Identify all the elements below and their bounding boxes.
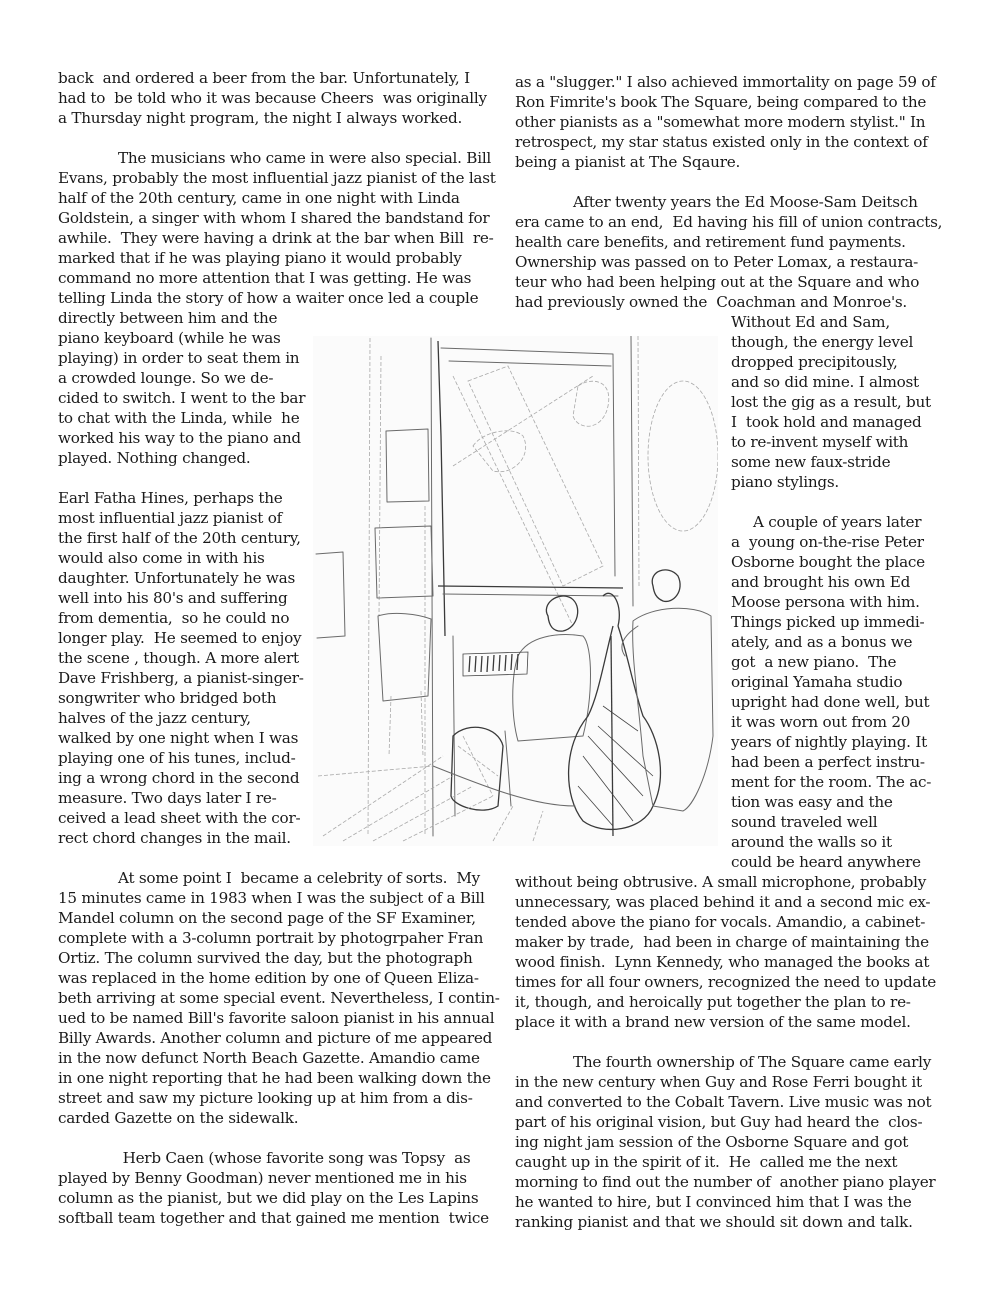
- text-line: daughter. Unfortunately he was: [58, 569, 296, 587]
- drum-detail: [458, 736, 498, 796]
- bass-strings: [611, 636, 613, 836]
- frame-line: [631, 336, 633, 606]
- text-line: lost the gig as a result, but: [731, 393, 931, 411]
- text-line: Goldstein, a singer with whom I shared the bandstand for: [58, 209, 490, 227]
- text-line: had previously owned the Coachman and Monroe's.: [515, 293, 907, 311]
- text-line: marked that if he was playing piano it would probably: [58, 249, 462, 267]
- text-line: telling Linda the story of how a waiter once led a couple: [58, 289, 479, 307]
- text-line: column as the pianist, but we did play on the Les Lapins: [58, 1189, 479, 1207]
- piano-keys: [469, 654, 518, 672]
- text-line: played. Nothing changed.: [58, 449, 251, 467]
- upright-bass: [569, 626, 661, 829]
- text-line: was replaced in the home edition by one of Queen Eliza-: [58, 969, 479, 987]
- text-line: upright had done well, but: [731, 693, 930, 711]
- text-line: a young on-the-rise Peter: [731, 533, 924, 551]
- reflection-line: [453, 376, 573, 626]
- text-line: A couple of years later: [753, 513, 922, 531]
- text-line: back and ordered a beer from the bar. Unfortunately, I: [58, 69, 470, 87]
- text-line: well into his 80's and suffering: [58, 589, 288, 607]
- text-line: it, though, and heroically put together the plan to re-: [515, 993, 911, 1011]
- text-line: At some point I became a celebrity of sorts. My: [118, 869, 480, 887]
- text-line: being a pianist at The Sqaure.: [515, 153, 741, 171]
- text-line: Without Ed and Sam,: [731, 313, 890, 331]
- text-line: teur who had been helping out at the Square and who: [515, 273, 920, 291]
- text-line: Mandel column on the second page of the SF Examiner,: [58, 909, 476, 927]
- text-line: softball team together and that gained me mention twice: [58, 1209, 489, 1227]
- text-line: Ron Fimrite's book The Square, being compared to the: [515, 93, 927, 111]
- text-line: would also come in with his: [58, 549, 265, 567]
- text-line: years of nightly playing. It: [731, 733, 927, 751]
- text-line: health care benefits, and retirement fund payments.: [515, 233, 906, 251]
- round-mirror: [648, 381, 718, 531]
- wall-line: [379, 356, 381, 616]
- text-line: got a new piano. The: [731, 653, 897, 671]
- text-line: ing night jam session of the Osborne Square and got: [515, 1133, 909, 1151]
- reflection-line: [453, 376, 593, 466]
- text-line: played by Benny Goodman) never mentioned me in his: [58, 1169, 467, 1187]
- text-line: in the now defunct North Beach Gazette. Amandio came: [58, 1049, 480, 1067]
- text-line: piano stylings.: [731, 473, 839, 491]
- text-line: Herb Caen (whose favorite song was Topsy as: [118, 1149, 471, 1167]
- reflection-bass: [468, 366, 603, 586]
- frame-line: [449, 361, 611, 366]
- text-line: ately, and as a bonus we: [731, 633, 913, 651]
- text-line: and converted to the Cobalt Tavern. Live music was not: [515, 1093, 932, 1111]
- text-line: directly between him and the: [58, 309, 278, 327]
- bassist-arm: [622, 626, 638, 656]
- text-line: Ownership was passed on to Peter Lomax, a restaura-: [515, 253, 919, 271]
- text-line: unnecessary, was placed behind it and a second mic ex-: [515, 893, 931, 911]
- text-line: worked his way to the piano and: [58, 429, 301, 447]
- reflection-shape: [573, 381, 609, 426]
- text-line: it was worn out from 20: [731, 713, 911, 731]
- text-line: maker by trade, had been in charge of maintaining the: [515, 933, 929, 951]
- text-line: in one night reporting that he had been walking down the: [58, 1069, 491, 1087]
- text-line: 15 minutes came in 1983 when I was the subject of a Bill: [58, 889, 485, 907]
- text-line: rect chord changes in the mail.: [58, 829, 291, 847]
- cabinet: [375, 526, 433, 598]
- text-line: wood finish. Lynn Kennedy, who managed the books at: [515, 953, 930, 971]
- text-line: a crowded lounge. So we de-: [58, 369, 274, 387]
- text-line: Ortiz. The column survived the day, but the photograph: [58, 949, 473, 967]
- text-line: and brought his own Ed: [731, 573, 911, 591]
- bassist-body: [633, 608, 713, 811]
- wall-picture: [386, 429, 429, 502]
- text-line: without being obtrusive. A small microphone, probably: [515, 873, 927, 891]
- piano-top: [443, 594, 618, 596]
- text-line: original Yamaha studio: [731, 673, 903, 691]
- pianist-head: [546, 596, 577, 631]
- text-line: ued to be named Bill's favorite saloon pianist in his annual: [58, 1009, 495, 1027]
- text-line: the first half of the 20th century,: [58, 529, 301, 547]
- text-line: beth arriving at some special event. Nevertheless, I contin-: [58, 989, 500, 1007]
- text-line: playing) in order to seat them in: [58, 349, 300, 367]
- bass-shading: [578, 706, 653, 826]
- text-line: songwriter who bridged both: [58, 689, 277, 707]
- text-line: around the walls so it: [731, 833, 892, 851]
- sketch-illustration: [313, 336, 718, 846]
- chair-back: [378, 613, 431, 701]
- frame-line: [638, 336, 639, 586]
- text-line: he wanted to hire, but I convinced him that I was the: [515, 1193, 912, 1211]
- bassist-head: [652, 570, 680, 602]
- text-line: caught up in the spirit of it. He called me the next: [515, 1153, 898, 1171]
- text-line: awhile. They were having a drink at the bar when Bill re-: [58, 229, 494, 247]
- text-line: had been a perfect instru-: [731, 753, 925, 771]
- text-line: dropped precipitously,: [731, 353, 898, 371]
- text-line: halves of the jazz century,: [58, 709, 251, 727]
- pianist-body: [513, 635, 591, 741]
- frame-line: [438, 341, 445, 636]
- piano-top: [438, 586, 623, 588]
- text-line: times for all four owners, recognized the need to update: [515, 973, 936, 991]
- text-line: After twenty years the Ed Moose-Sam Deitsch: [573, 193, 918, 211]
- text-line: tended above the piano for vocals. Amandio, a cabinet-: [515, 913, 926, 931]
- text-line: I took hold and managed: [731, 413, 922, 431]
- text-line: street and saw my picture looking up at him from a dis-: [58, 1089, 473, 1107]
- text-line: other pianists as a "somewhat more modern stylist." In: [515, 113, 926, 131]
- piano-side: [453, 636, 455, 816]
- text-line: ceived a lead sheet with the cor-: [58, 809, 301, 827]
- left-object: [316, 552, 345, 638]
- text-line: ment for the room. The ac-: [731, 773, 932, 791]
- text-line: from dementia, so he could no: [58, 609, 290, 627]
- text-line: The musicians who came in were also special. Bill: [118, 149, 492, 167]
- chair-legs: [389, 691, 423, 756]
- bass-scroll: [603, 593, 619, 626]
- text-line: Osborne bought the place: [731, 553, 925, 571]
- text-line: part of his original vision, but Guy had heard the clos-: [515, 1113, 923, 1131]
- text-line: half of the 20th century, came in one night with Linda: [58, 189, 460, 207]
- text-line: to re-invent myself with: [731, 433, 909, 451]
- text-line: retrospect, my star status existed only in the context of: [515, 133, 928, 151]
- text-line: longer play. He seemed to enjoy: [58, 629, 302, 647]
- frame-line: [441, 348, 615, 576]
- text-line: though, the energy level: [731, 333, 914, 351]
- text-line: in the new century when Guy and Rose Ferri bought it: [515, 1073, 922, 1091]
- text-line: walked by one night when I was: [58, 729, 299, 747]
- text-line: Evans, probably the most influential jazz pianist of the last: [58, 169, 496, 187]
- text-line: had to be told who it was because Cheers was originally: [58, 89, 487, 107]
- text-line: to chat with the Linda, while he: [58, 409, 300, 427]
- text-line: morning to find out the number of another piano player: [515, 1173, 936, 1191]
- text-line: some new faux-stride: [731, 453, 891, 471]
- text-line: could be heard anywhere: [731, 853, 921, 871]
- reflection-shape: [473, 431, 526, 472]
- text-line: ing a wrong chord in the second: [58, 769, 300, 787]
- text-line: ranking pianist and that we should sit down and talk.: [515, 1213, 913, 1231]
- text-line: Dave Frishberg, a pianist-singer-: [58, 669, 304, 687]
- wall-line: [368, 338, 370, 836]
- text-line: command no more attention that I was getting. He was: [58, 269, 472, 287]
- text-line: carded Gazette on the sidewalk.: [58, 1109, 299, 1127]
- text-line: playing one of his tunes, includ-: [58, 749, 296, 767]
- text-line: Earl Fatha Hines, perhaps the: [58, 489, 283, 507]
- text-line: a Thursday night program, the night I always worked.: [58, 109, 463, 127]
- text-line: Moose persona with him.: [731, 593, 920, 611]
- sketch-drawing: [313, 336, 718, 846]
- text-line: sound traveled well: [731, 813, 878, 831]
- text-line: Things picked up immedi-: [731, 613, 925, 631]
- text-line: measure. Two days later I re-: [58, 789, 277, 807]
- text-line: Billy Awards. Another column and picture of me appeared: [58, 1029, 493, 1047]
- text-line: era came to an end, Ed having his fill of union contracts,: [515, 213, 943, 231]
- text-line: place it with a brand new version of the same model.: [515, 1013, 911, 1031]
- text-line: The fourth ownership of The Square came early: [573, 1053, 932, 1071]
- text-line: most influential jazz pianist of: [58, 509, 282, 527]
- text-line: and so did mine. I almost: [731, 373, 919, 391]
- text-line: piano keyboard (while he was: [58, 329, 281, 347]
- snare-drum: [451, 727, 503, 810]
- text-line: cided to switch. I went to the bar: [58, 389, 306, 407]
- text-line: as a "slugger." I also achieved immortality on page 59 of: [515, 73, 936, 91]
- text-line: tion was easy and the: [731, 793, 893, 811]
- text-line: the scene , though. A more alert: [58, 649, 299, 667]
- text-line: complete with a 3-column portrait by photogrpaher Fran: [58, 929, 484, 947]
